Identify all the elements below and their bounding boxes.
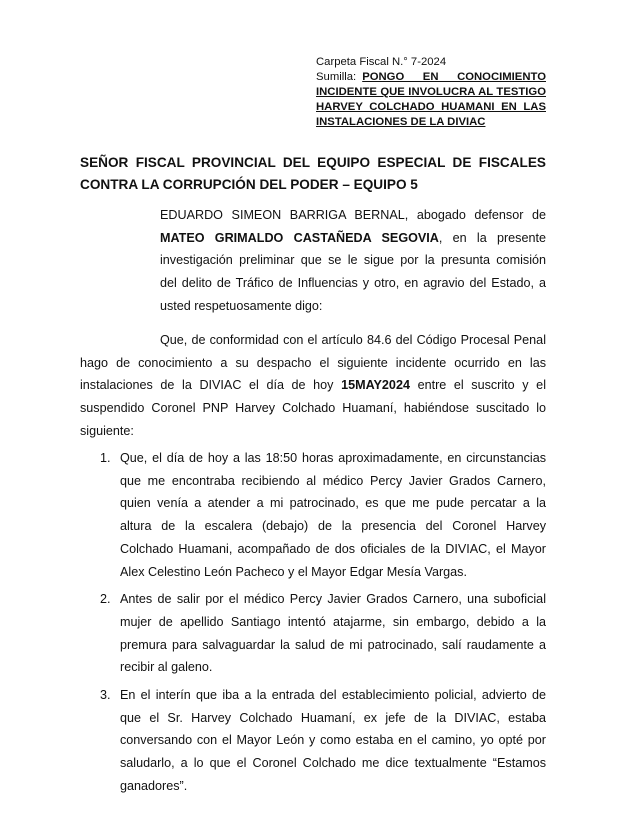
intro-line-3: investigación preliminar que se le sigue por la presunta comisión — [160, 253, 546, 268]
incident-list — [80, 447, 546, 803]
sumilla-line-3: HARVEY COLCHADO HUAMANI EN LAS — [316, 101, 546, 113]
item-line: Colchado Huamani, acompañado de dos oficiales de la DIVIAC, el Mayor — [120, 541, 546, 556]
list-item — [80, 447, 546, 583]
item-number: 3. — [100, 688, 111, 703]
item-line: altura de la escalera (debajo) de la presencia del Coronel Harvey — [120, 519, 546, 534]
addressee-line-1: SEÑOR FISCAL PROVINCIAL DEL EQUIPO ESPECIAL DE FISCALES — [80, 155, 546, 170]
sumilla-line-1: PONGO EN CONOCIMIENTO — [362, 71, 546, 83]
sumilla-line-4: INSTALACIONES DE LA DIVIAC — [316, 116, 486, 128]
intro-line-4: del delito de Tráfico de Influencias y otro, en agravio del Estado, a — [160, 276, 546, 291]
main-paragraph — [80, 329, 546, 443]
item-number: 1. — [100, 451, 111, 465]
sumilla-label: Sumilla: — [316, 71, 357, 83]
addressee — [80, 152, 546, 196]
document-header — [316, 55, 546, 130]
item-line: ganadores”. — [120, 778, 188, 793]
item-number: 2. — [100, 592, 111, 607]
item-line: que me encontraba recibiendo al médico Percy Javier Grados Carnero, — [120, 473, 546, 488]
intro-paragraph — [160, 204, 546, 318]
item-line: Alex Celestino León Pacheco y el Mayor Edgar Mesía Vargas. — [120, 564, 467, 579]
client-name: MATEO GRIMALDO CASTAÑEDA SEGOVIA — [160, 230, 439, 245]
item-line: conversando con el Mayor León y como estaba en el camino, yo opté por — [120, 733, 546, 748]
main-line-3 — [80, 374, 546, 397]
main-line-3a: instalaciones de la DIVIAC el día de hoy — [80, 378, 334, 393]
list-item — [80, 684, 546, 798]
sumilla-row — [316, 70, 546, 85]
intro-line-1: EDUARDO SIMEON BARRIGA BERNAL, abogado defensor de — [160, 208, 546, 222]
carpeta-fiscal: Carpeta Fiscal N.° 7-2024 — [316, 56, 447, 68]
main-line-1: Que, de conformidad con el artículo 84.6 del Código Procesal Penal — [160, 333, 546, 347]
client-rest: , en la presente — [438, 230, 546, 245]
list-item — [80, 588, 546, 679]
intro-line-5: usted respetuosamente digo: — [160, 298, 323, 313]
item-line: Antes de salir por el médico Percy Javier Grados Carnero, una suboficial — [120, 592, 546, 607]
item-line: mujer de apellido Santiago intentó atajarme, sin embargo, debido a la — [120, 614, 546, 629]
main-line-3b: entre el suscrito y el — [417, 378, 546, 393]
item-line: quien venía a atender a mi patrocinado, es que me pude percatar a la — [120, 496, 546, 511]
main-line-5: siguiente: — [80, 423, 134, 438]
item-line: recibir al galeno. — [120, 660, 213, 675]
incident-date: 15MAY2024 — [341, 378, 410, 393]
item-line: que el Sr. Harvey Colchado Huamaní, ex jefe de la DIVIAC, estaba — [120, 710, 546, 725]
sumilla-line-2: INCIDENTE QUE INVOLUCRA AL TESTIGO — [316, 86, 546, 98]
addressee-line-2: CONTRA LA CORRUPCIÓN DEL PODER – EQUIPO 5 — [80, 177, 418, 192]
item-line: Que, el día de hoy a las 18:50 horas aproximadamente, en circunstancias — [120, 451, 546, 465]
item-line: En el interín que iba a la entrada del establecimiento policial, advierto de — [120, 688, 546, 703]
item-line: premura para salvaguardar la salud de mi patrocinado, salí raudamente a — [120, 637, 546, 652]
item-line: saludarlo, a lo que el Coronel Colchado me dice textualmente “Estamos — [120, 756, 546, 771]
main-line-4: suspendido Coronel PNP Harvey Colchado Huamaní, habiéndose suscitado lo — [80, 401, 546, 416]
main-line-2: hago de conocimiento a su despacho el siguiente incidente ocurrido en las — [80, 355, 546, 370]
intro-line-2 — [160, 227, 546, 250]
